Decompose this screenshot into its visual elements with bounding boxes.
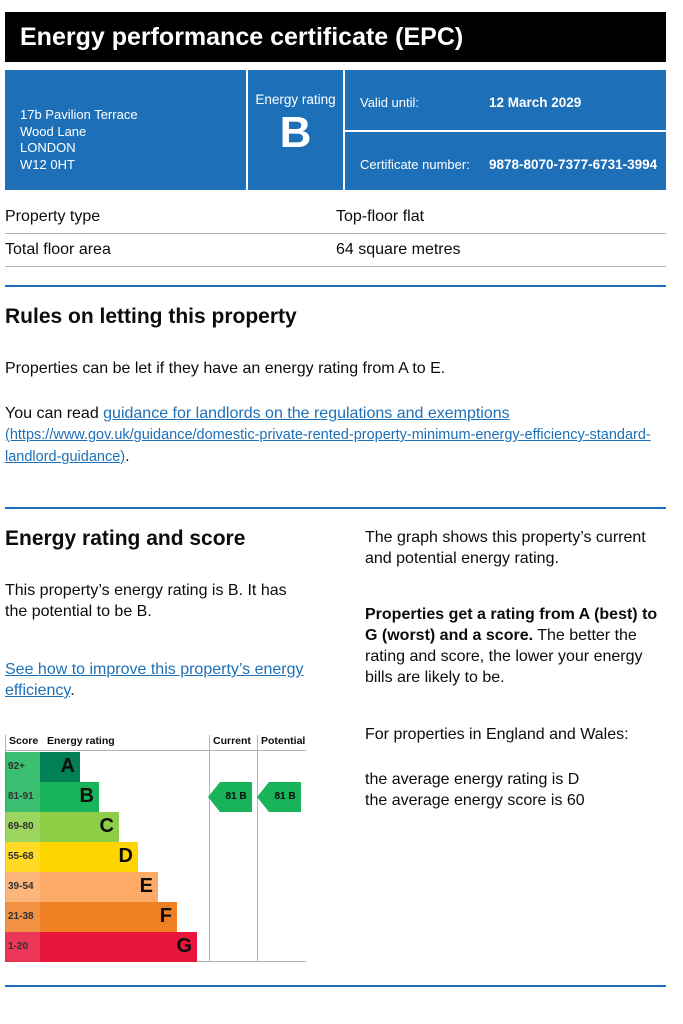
address-box — [5, 70, 246, 190]
band-bar: B — [40, 782, 99, 812]
energy-rating-chart — [5, 735, 306, 963]
england-wales-text: For properties in England and Wales: — [365, 726, 629, 743]
potential-column-header: Potential — [261, 735, 306, 747]
floor-area-value: 64 square metres — [336, 241, 461, 258]
rating-band-e — [5, 872, 158, 902]
band-score-range: 69-80 — [5, 812, 40, 842]
band-score-range: 55-68 — [5, 842, 40, 872]
average-score-text: the average energy score is 60 — [365, 792, 585, 809]
average-rating-text: the average energy rating is D — [365, 771, 580, 788]
current-column-divider — [209, 735, 210, 962]
energy-heading: Energy rating and score — [5, 527, 246, 550]
floor-area-row — [5, 234, 666, 267]
letting-guidance-paragraph — [5, 403, 665, 468]
floor-area-label: Total floor area — [5, 241, 111, 258]
guidance-prefix: You can read — [5, 405, 104, 422]
valid-until-label: Valid until: — [360, 95, 420, 110]
band-bar: A — [40, 752, 80, 782]
rating-explanation-rest: The better the rating and score, the lower your energy bills are likely to be. — [365, 627, 643, 686]
address-line: W12 0HT — [20, 156, 75, 172]
graph-explanation: The graph shows this property’s current and potential energy rating. — [365, 529, 646, 567]
section-divider — [5, 285, 666, 287]
letting-heading: Rules on letting this property — [5, 305, 297, 328]
current-column-header: Current — [213, 735, 251, 747]
band-bar: D — [40, 842, 138, 872]
band-score-range: 39-54 — [5, 872, 40, 902]
marker-label: 81 B — [269, 782, 301, 812]
band-score-range: 21-38 — [5, 902, 40, 932]
rating-column-header: Energy rating — [47, 735, 115, 747]
potential-column-divider — [257, 735, 258, 962]
rating-explanation-bold: Properties get a rating from A (best) to G (worst) and a score. — [365, 606, 658, 644]
rating-band-a — [5, 752, 80, 782]
certificate-number-value: 9878-8070-7377-6731-3994 — [489, 157, 658, 172]
band-bar: G — [40, 932, 197, 962]
band-score-range: 1-20 — [5, 932, 40, 962]
band-score-range: 92+ — [5, 752, 40, 782]
energy-rating-letter: B — [279, 108, 312, 157]
current-rating-marker — [208, 782, 256, 812]
guidance-link[interactable]: guidance for landlords on the regulations and exemptions — [103, 405, 510, 422]
property-type-value: Top-floor flat — [336, 208, 425, 225]
improve-suffix: . — [70, 682, 75, 699]
improve-efficiency-link[interactable]: See how to improve this property’s energy efficiency — [5, 661, 304, 699]
rating-band-d — [5, 842, 138, 872]
page-title: Energy performance certificate (EPC) — [5, 12, 666, 62]
energy-rating-box — [248, 70, 343, 190]
marker-arrow — [208, 782, 220, 812]
band-score-range: 81-91 — [5, 782, 40, 812]
improve-paragraph — [5, 659, 305, 701]
certificate-number-box — [345, 132, 666, 190]
section-divider — [5, 507, 666, 509]
address-line: Wood Lane — [20, 123, 87, 139]
address-line: 17b Pavilion Terrace — [20, 107, 138, 122]
marker-label: 81 B — [220, 782, 252, 812]
band-bar: C — [40, 812, 119, 842]
rating-band-g — [5, 932, 197, 962]
address-line: LONDON — [20, 140, 76, 155]
rating-band-c — [5, 812, 119, 842]
rating-explanation — [365, 604, 665, 688]
score-column-header: Score — [9, 735, 39, 747]
energy-rating-paragraph: This property’s energy rating is B. It has the potential to be B. — [5, 582, 287, 620]
rating-band-b — [5, 782, 99, 812]
valid-until-value: 12 March 2029 — [489, 95, 582, 110]
band-bar: F — [40, 902, 177, 932]
certificate-number-label: Certificate number: — [360, 157, 470, 172]
property-type-label: Property type — [5, 208, 101, 225]
section-divider — [5, 985, 666, 987]
property-type-row — [5, 201, 666, 234]
guidance-url-link[interactable]: (https://www.gov.uk/guidance/domestic-private-rented-property-minimum-energy-efficiency-standard-landlord-guidance) — [5, 427, 651, 465]
valid-until-box — [345, 70, 666, 130]
band-bar: E — [40, 872, 158, 902]
potential-rating-marker — [257, 782, 305, 812]
letting-paragraph: Properties can be let if they have an energy rating from A to E. — [5, 360, 446, 377]
rating-band-f — [5, 902, 177, 932]
energy-rating-label: Energy rating — [255, 92, 336, 107]
header-divider — [5, 750, 306, 751]
marker-arrow — [257, 782, 269, 812]
guidance-suffix: . — [125, 448, 130, 465]
